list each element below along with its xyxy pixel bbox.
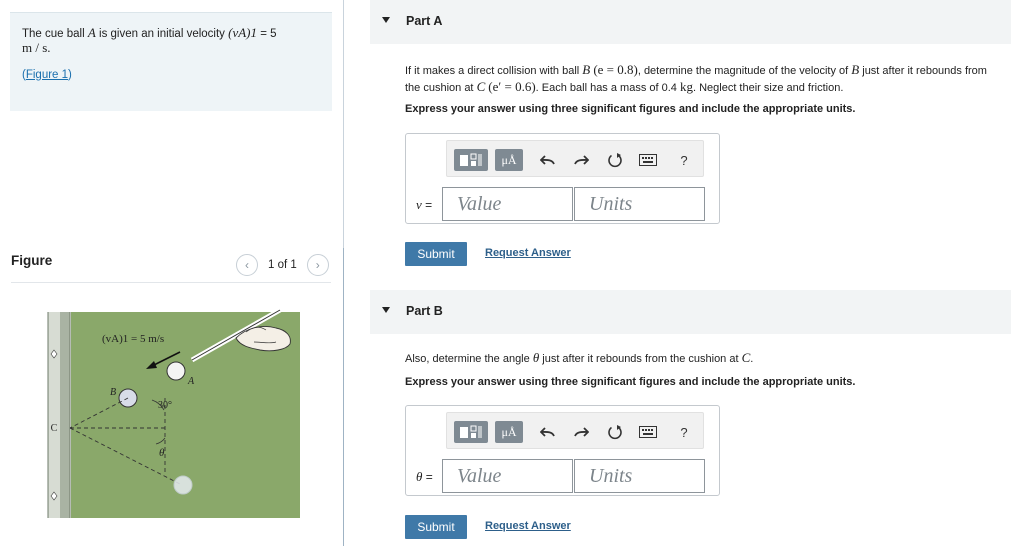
billiard-figure xyxy=(40,298,300,518)
redo-icon[interactable] xyxy=(570,149,592,171)
label-c: C xyxy=(50,423,58,434)
ball-a-symbol: A xyxy=(87,25,96,40)
problem-statement xyxy=(10,12,332,111)
chevron-right-icon[interactable]: › xyxy=(307,254,329,276)
divider xyxy=(11,282,331,283)
reset-icon[interactable] xyxy=(604,421,626,443)
cushion xyxy=(60,312,70,518)
templates-icon[interactable] xyxy=(454,421,488,443)
left-panel xyxy=(0,0,344,546)
part-a-header[interactable] xyxy=(370,0,1011,44)
redo-icon[interactable] xyxy=(570,421,592,443)
part-a-title: Part A xyxy=(406,14,443,28)
collapse-triangle-icon[interactable] xyxy=(382,307,390,313)
label-a: A xyxy=(188,376,195,387)
math-toolbar xyxy=(446,140,704,177)
part-a-answer-box xyxy=(405,133,720,224)
part-b-header[interactable] xyxy=(370,290,1011,334)
theta-label: θ = xyxy=(416,469,433,484)
ball-b-after xyxy=(174,476,192,494)
part-b-instruction: Express your answer using three significant figures and include the appropriate units. xyxy=(405,376,856,388)
chevron-left-icon[interactable]: ‹ xyxy=(236,254,258,276)
problem-text: The cue ball A is given an initial velocity (vA)1 = 5 m / s. xyxy=(22,25,277,55)
undo-icon[interactable] xyxy=(537,421,559,443)
velocity-label: (vA)1 = 5 m/s xyxy=(102,333,165,345)
part-a-submit-button[interactable]: Submit xyxy=(405,242,467,266)
label-b: B xyxy=(110,387,117,398)
velocity-symbol: (vA)1 xyxy=(228,25,257,40)
angle-30-label: 30° xyxy=(158,400,172,411)
keyboard-icon[interactable] xyxy=(637,149,659,171)
figure-heading: Figure xyxy=(11,253,53,268)
figure-link[interactable]: (Figure 1) xyxy=(22,69,72,81)
v-units-input[interactable]: Units xyxy=(574,187,705,221)
math-toolbar xyxy=(446,412,704,449)
reset-icon[interactable] xyxy=(604,149,626,171)
templates-icon[interactable] xyxy=(454,149,488,171)
part-a-request-answer-link[interactable]: Request Answer xyxy=(485,247,571,259)
part-a-instruction: Express your answer using three significant figures and include the appropriate units. xyxy=(405,103,856,115)
undo-icon[interactable] xyxy=(537,149,559,171)
table-rail xyxy=(48,312,60,518)
part-b-submit-button[interactable]: Submit xyxy=(405,515,467,539)
v-value-input[interactable]: Value xyxy=(442,187,573,221)
theta-value-input[interactable]: Value xyxy=(442,459,573,493)
part-b-title: Part B xyxy=(406,304,443,318)
units-icon[interactable]: μÅ xyxy=(495,421,523,443)
help-icon[interactable]: ? xyxy=(680,152,688,168)
theta-units-input[interactable]: Units xyxy=(574,459,705,493)
theta-label: θ xyxy=(159,447,165,459)
figure-pager xyxy=(236,254,329,276)
v-label: v = xyxy=(416,197,433,212)
ball-a xyxy=(167,362,185,380)
unit-line: m / s. xyxy=(22,40,51,55)
panel-divider-accent xyxy=(343,248,344,546)
units-icon[interactable]: μÅ xyxy=(495,149,523,171)
part-b-answer-box xyxy=(405,405,720,496)
part-a-question: If it makes a direct collision with ball B (e = 0.8), determine the magnitude of the velocity of B just after it rebounds from the cushion at C (e′ = 0.6). Each ball has a mass of 0.4 kg. Neglect their size and friction. xyxy=(405,62,987,94)
keyboard-icon[interactable] xyxy=(637,421,659,443)
part-b-request-answer-link[interactable]: Request Answer xyxy=(485,520,571,532)
collapse-triangle-icon[interactable] xyxy=(382,17,390,23)
part-b-question: Also, determine the angle θ just after it rebounds from the cushion at C. xyxy=(405,350,754,365)
page-indicator: 1 of 1 xyxy=(268,259,297,271)
help-icon[interactable]: ? xyxy=(680,424,688,440)
